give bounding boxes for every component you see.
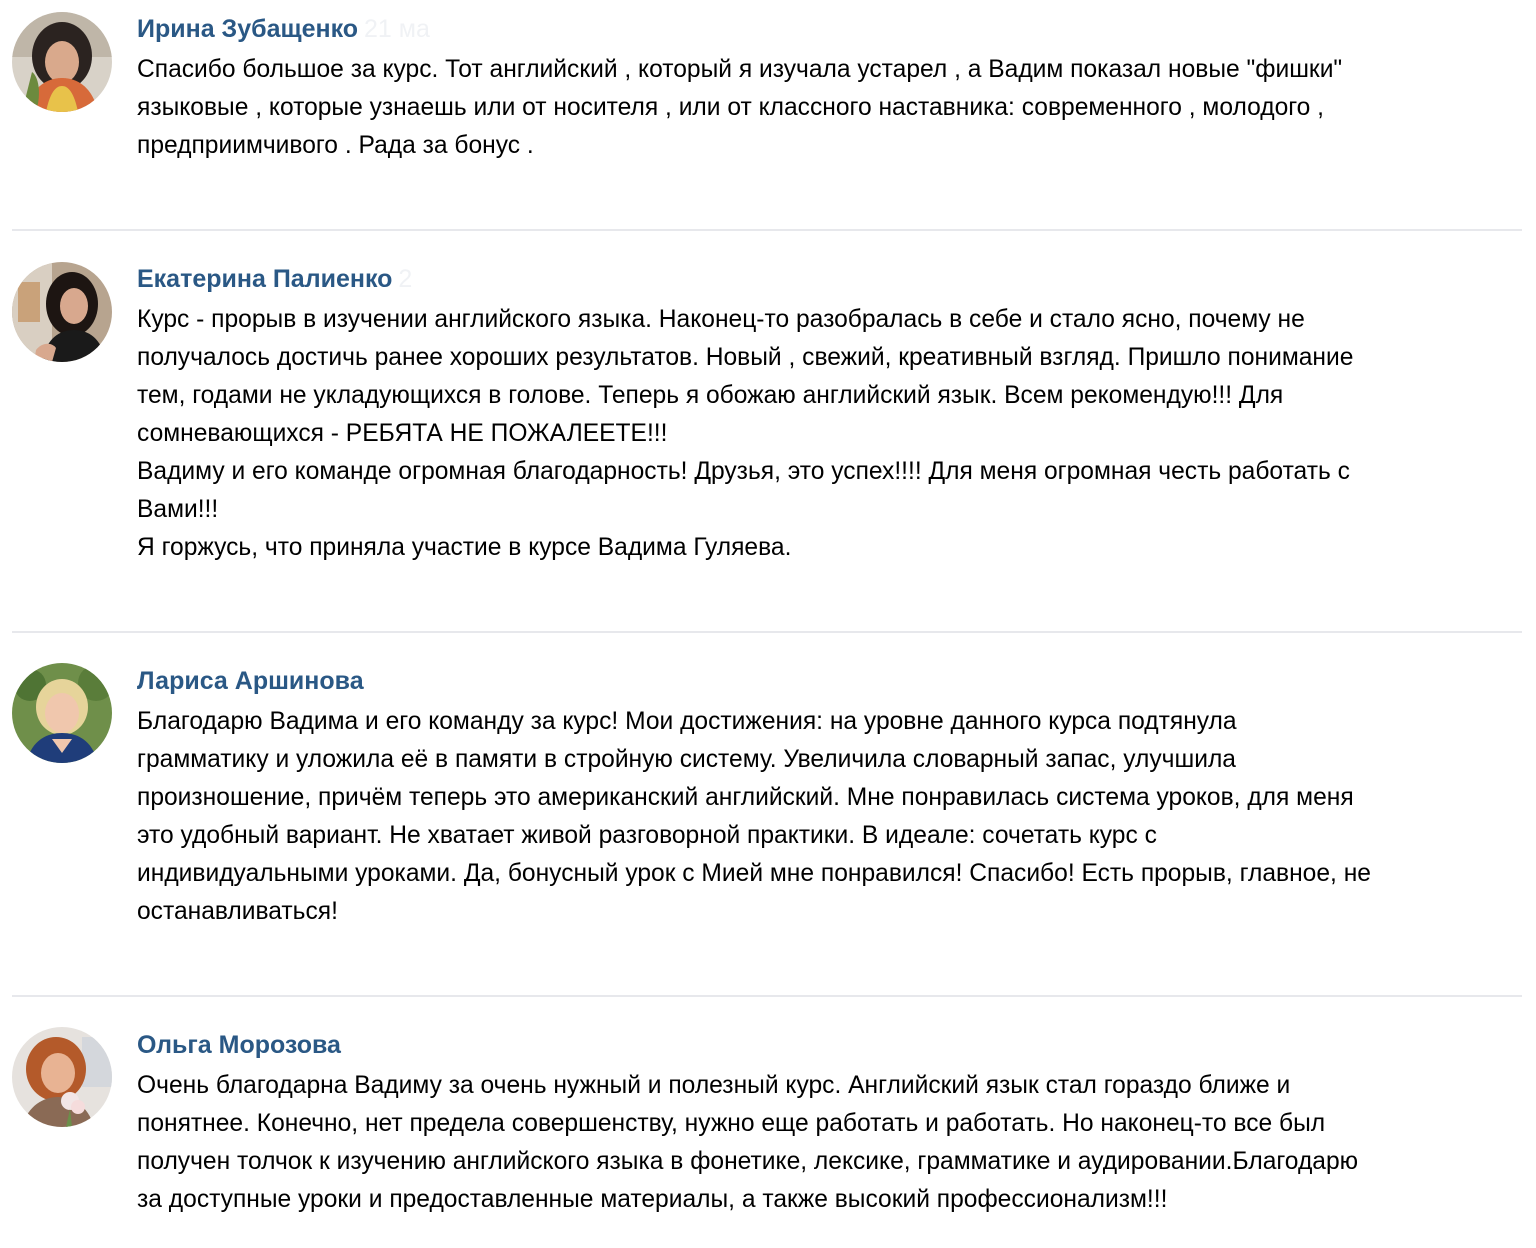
text-line: сомневающихся - РЕБЯТА НЕ ПОЖАЛЕЕТЕ!!! xyxy=(137,420,668,447)
text-line: Очень благодарна Вадиму за очень нужный и полезный курс. Английский язык стал гораздо ближе и xyxy=(137,1072,1291,1099)
text-line: Вадиму и его команде огромная благодарность! Друзья, это успех!!!! Для меня огромная честь работать с xyxy=(137,458,1350,485)
comment-text xyxy=(137,703,1527,931)
text-line: Спасибо большое за курс. Тот английский , который я изучала устарел , а Вадим показал новые "фишки" xyxy=(137,56,1343,83)
comment-divider xyxy=(12,995,1522,997)
comment-text xyxy=(137,51,1527,165)
text-line: понятнее. Конечно, нет предела совершенству, нужно еще работать и работать. Но наконец-то все был xyxy=(137,1110,1326,1137)
comment-author[interactable] xyxy=(137,262,412,296)
text-line: за доступные уроки и предоставленные материалы, а также высокий профессионализм!!! xyxy=(137,1186,1168,1213)
text-line: Благодарю Вадима и его команду за курс! Мои достижения: на уровне данного курса подтянула xyxy=(137,708,1237,735)
avatar[interactable] xyxy=(12,12,112,112)
text-line: получалось достичь ранее хороших результатов. Новый , свежий, креативный взгляд. Пришло понимание xyxy=(137,344,1354,371)
text-line: это удобный вариант. Не хватает живой разговорной практики. В идеале: сочетать курс с xyxy=(137,822,1157,849)
text-line: Курс - прорыв в изучении английского языка. Наконец-то разобралась в себе и стало ясно, почему не xyxy=(137,306,1305,333)
comment-timestamp: 2 xyxy=(398,265,413,293)
author-name[interactable]: Екатерина Палиенко xyxy=(137,265,393,293)
comment-author[interactable] xyxy=(137,1028,341,1062)
text-line: индивидуальными уроками. Да, бонусный урок с Мией мне понравился! Спасибо! Есть прорыв, главное, не xyxy=(137,860,1371,887)
text-line: Я горжусь, что приняла участие в курсе Вадима Гуляева. xyxy=(137,534,792,561)
avatar[interactable] xyxy=(12,1027,112,1127)
comment-timestamp: 21 ма xyxy=(364,15,430,43)
text-line: предприимчивого . Рада за бонус . xyxy=(137,132,534,159)
avatar[interactable] xyxy=(12,262,112,362)
avatar-photo-icon xyxy=(12,1027,112,1127)
comment-text xyxy=(137,1067,1527,1219)
text-line: тем, годами не укладующихся в голове. Теперь я обожаю английский язык. Всем рекомендую!!! Для xyxy=(137,382,1284,409)
author-name[interactable]: Ирина Зубащенко xyxy=(137,15,359,43)
avatar[interactable] xyxy=(12,663,112,763)
text-line: произношение, причём теперь это американский английский. Мне понравилась система уроков, для меня xyxy=(137,784,1354,811)
text-line: грамматику и уложила её в памяти в стройную систему. Увеличила словарный запас, улучшила xyxy=(137,746,1236,773)
comment-text xyxy=(137,301,1527,567)
text-line: языковые , которые узнаешь или от носителя , или от классного наставника: современного , молодого , xyxy=(137,94,1325,121)
avatar-photo-icon xyxy=(12,12,112,112)
comment-author[interactable] xyxy=(137,664,364,698)
comment-author[interactable] xyxy=(137,12,430,46)
text-line: останавливаться! xyxy=(137,898,338,925)
avatar-photo-icon xyxy=(12,663,112,763)
comment-divider xyxy=(12,229,1522,231)
author-name[interactable]: Лариса Аршинова xyxy=(137,667,364,695)
avatar-photo-icon xyxy=(12,262,112,362)
text-line: получен толчок к изучению английского языка в фонетике, лексике, грамматике и аудировании.Благодарю xyxy=(137,1148,1359,1175)
comment-divider xyxy=(12,631,1522,633)
author-name[interactable]: Ольга Морозова xyxy=(137,1031,341,1059)
text-line: Вами!!! xyxy=(137,496,219,523)
